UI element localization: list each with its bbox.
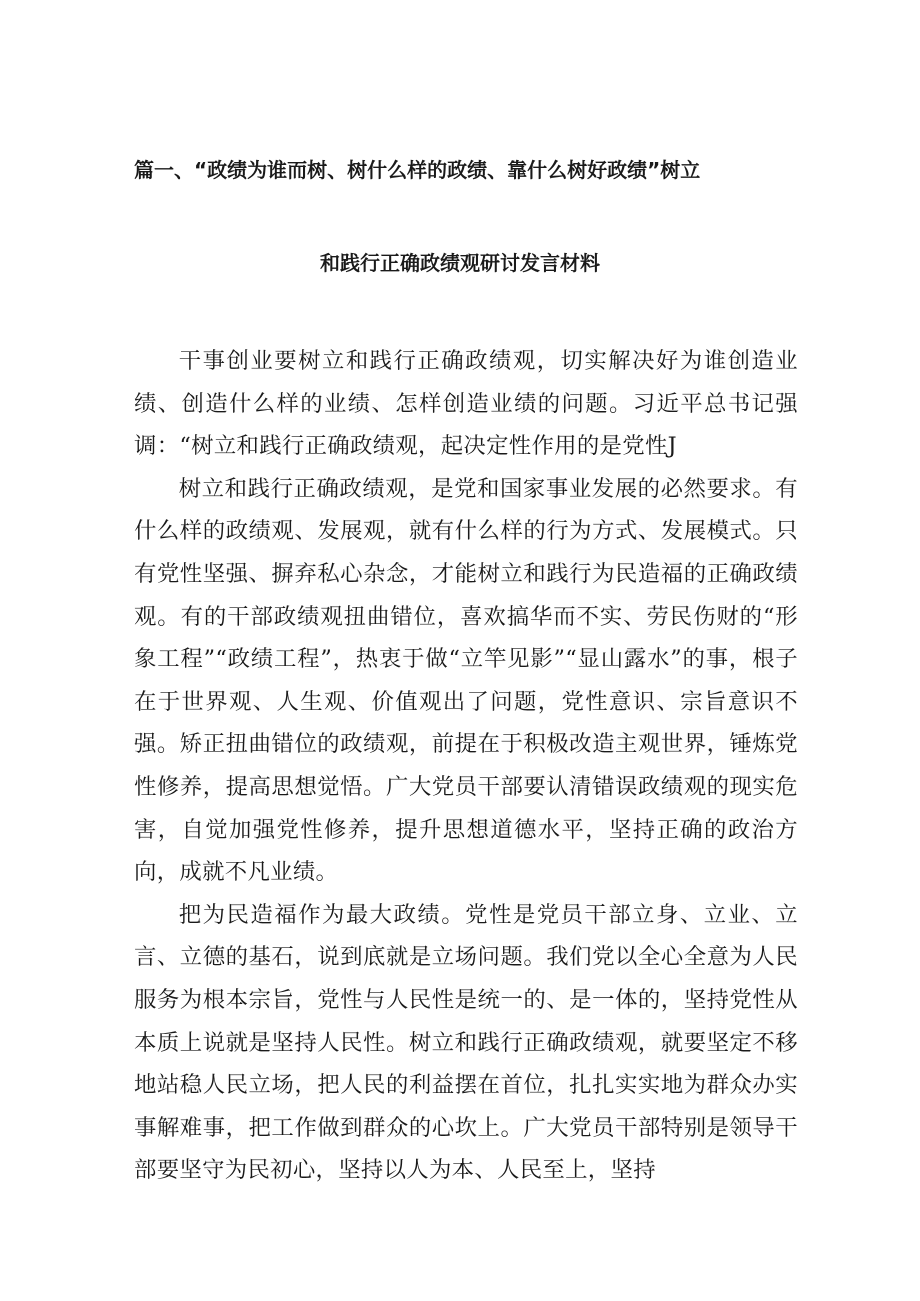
document-body	[134, 340, 798, 1192]
body-paragraph: 干事创业要树立和践行正确政绩观，切实解决好为谁创造业绩、创造什么样的业绩、怎样创造业绩的问题。习近平总书记强调：“树立和践行正确政绩观，起决定性作用的是党性J	[134, 348, 798, 460]
document-title-line-2: 和践行正确政绩观研讨发言材料	[320, 251, 600, 275]
body-paragraph: 树立和践行正确政绩观，是党和国家事业发展的必然要求。有什么样的政绩观、发展观，就有什么样的行为方式、发展模式。只有党性坚强、摒弃私心杂念，才能树立和践行为民造福的正确政绩观。有的干部政绩观扭曲错位，喜欢搞华而不实、劳民伤财的“形象工程”“政绩工程”，热衷于做“立竿见影”“显山露水”的事，根子在于世界观、人生观、价值观出了问题，党性意识、宗旨意识不强。矫正扭曲错位的政绩观，前提在于积极改造主观世界，锤炼党性修养，提高思想觉悟。广大党员干部要认清错误政绩观的现实危害，自觉加强党性修养，提升思想道德水平，坚持正确的政治方向，成就不凡业绩。	[134, 475, 798, 886]
document-title-line-1: 篇一、“政绩为谁而树、树什么样的政绩、靠什么树好政绩”树立	[134, 158, 701, 182]
body-paragraph: 把为民造福作为最大政绩。党性是党员干部立身、立业、立言、立德的基石，说到底就是立场问题。我们党以全心全意为人民服务为根本宗旨，党性与人民性是统一的、是一体的，坚持党性从本质上说就是坚持人民性。树立和践行正确政绩观，就要坚定不移地站稳人民立场，把人民的利益摆在首位，扎扎实实地为群众办实事解难事，把工作做到群众的心坎上。广大党员干部特别是领导干部要坚守为民初心，坚持以人为本、人民至上，坚持	[134, 901, 798, 1184]
